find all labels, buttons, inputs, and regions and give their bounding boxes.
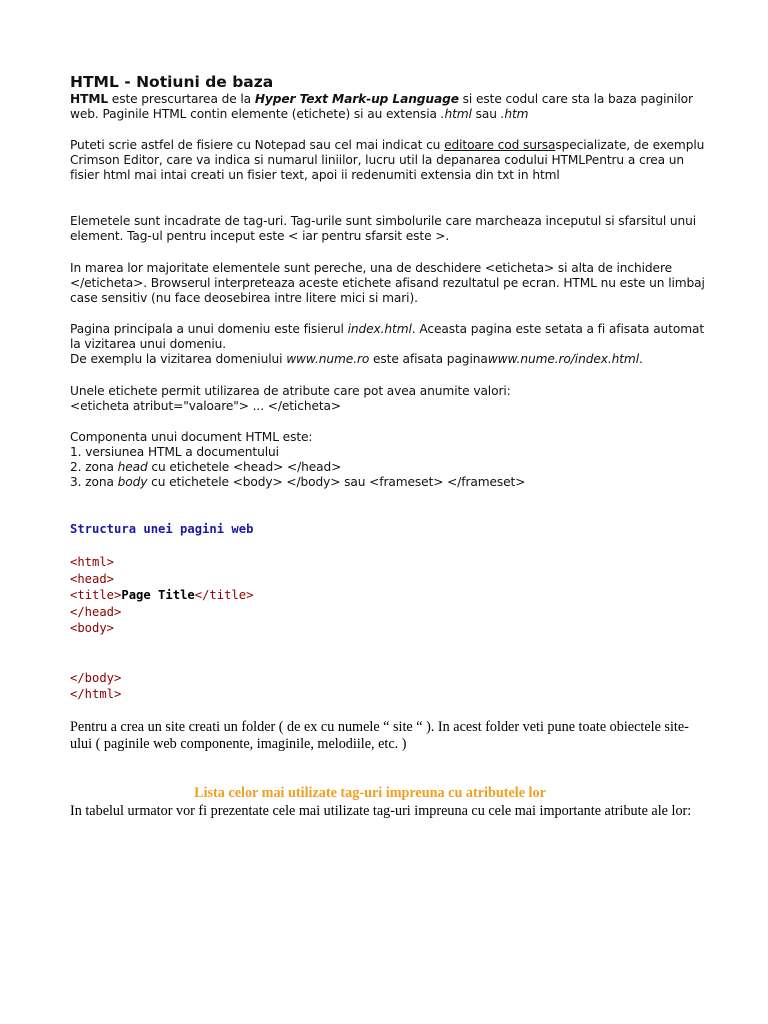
- code-title-close: </title>: [194, 588, 254, 602]
- attributes-line-1: Unele etichete permit utilizarea de atribute care pot avea anumite valori:: [70, 384, 511, 398]
- components-list: [70, 430, 710, 490]
- editors-link[interactable]: editoare cod sursa: [444, 138, 556, 152]
- intro-text-3: sau: [471, 107, 501, 121]
- components-item-2: [70, 460, 710, 475]
- elements-text: Elemetele sunt incadrate de tag-uri. Tag-urile sunt simbolurile care marcheaza inceputul si sfarsitul unui element. Tag-ul pentru inceput este < iar pentru sfarsit este >.: [70, 214, 697, 243]
- code-head-close: </head>: [70, 604, 122, 619]
- index-text-4: este afisata pagina: [369, 352, 488, 366]
- components-item-3-prefix: 3. zona: [70, 475, 118, 489]
- elements-paragraph: [70, 214, 710, 244]
- intro-ext-html: .html: [440, 107, 472, 121]
- index-domain: www.nume.ro: [286, 352, 370, 366]
- code-blank-1: [70, 637, 253, 654]
- index-text-1: Pagina principala a unui domeniu este fisierul: [70, 322, 348, 336]
- code-sample: [70, 554, 253, 703]
- table-intro-paragraph: [70, 803, 710, 820]
- code-title-text: Page Title: [121, 588, 195, 602]
- components-heading: Componenta unui document HTML este:: [70, 430, 313, 444]
- code-title-open: <title>: [70, 588, 122, 602]
- editors-text-2: specializate, de exemplu Crimson Editor, care va indica si numarul liniilor, lucru util la depanarea codului HTMLPentru a crea un fisier html mai intai creati un fisier text, apoi ii redenumiti extensia din txt in html: [70, 138, 705, 182]
- list-heading: Lista celor mai utilizate tag-uri impreuna cu atributele lor: [194, 785, 546, 801]
- pairs-text: In marea lor majoritate elementele sunt pereche, una de deschidere <eticheta> si alta de inchidere </eticheta>. Browserul interpreteaza aceste etichete afisand rezultatul pe ecran. HTML nu este un limbaj case sensitiv (nu face deosebirea intre litere mici si mari).: [70, 261, 705, 305]
- structure-heading: Structura unei pagini web: [70, 522, 254, 536]
- folder-text: Pentru a crea un site creati un folder ( de ex cu numele “ site “ ). In acest folder veti pune toate obiectele site-ului ( paginile web componente, imaginile, melodiile, etc. ): [70, 719, 689, 752]
- code-title-line: [70, 587, 253, 604]
- intro-paragraph: [70, 92, 710, 122]
- attributes-paragraph: [70, 384, 710, 414]
- attributes-line-2: <eticheta atribut="valoare"> ... </eticheta>: [70, 399, 342, 413]
- code-body-open: <body>: [70, 621, 115, 635]
- components-item-3: [70, 475, 710, 490]
- code-head-open: <head>: [70, 571, 115, 586]
- folder-paragraph: [70, 719, 710, 752]
- components-item-1: 1. versiunea HTML a documentului: [70, 445, 279, 459]
- intro-ext-htm: .htm: [500, 107, 529, 121]
- intro-text-2: si este codul care sta la baza paginilor web. Paginile HTML contin elemente (etichete) si au extensia: [70, 92, 693, 121]
- index-text-2: . Aceasta pagina este setata a fi afisata automat la vizitarea unui domeniu.: [70, 322, 705, 351]
- structure-heading-block: [70, 521, 253, 538]
- editors-text-1: Puteti scrie astfel de fisiere cu Notepad sau cel mai indicat cu: [70, 138, 445, 152]
- index-paragraph: [70, 322, 710, 367]
- code-html-close: </html>: [70, 687, 122, 701]
- intro-text-1: este prescurtarea de la: [108, 92, 255, 106]
- intro-expansion: Hyper Text Mark-up Language: [254, 92, 459, 106]
- pairs-paragraph: [70, 261, 710, 306]
- document-title: HTML - Notiuni de baza: [70, 73, 274, 91]
- index-text-3: De exemplu la vizitarea domeniului: [70, 352, 287, 366]
- index-text-5: .: [639, 352, 643, 366]
- intro-html-abbr: HTML: [70, 92, 109, 106]
- code-html-open: <html>: [70, 555, 115, 569]
- index-domain-index: www.nume.ro/index.html: [487, 352, 639, 366]
- components-item-3-zone: body: [117, 475, 148, 489]
- code-blank-2: [70, 653, 253, 670]
- components-item-2-suffix: cu etichetele <head> </head>: [147, 460, 342, 474]
- components-item-2-prefix: 2. zona: [70, 460, 118, 474]
- components-item-2-zone: head: [117, 460, 148, 474]
- index-file: index.html: [347, 322, 412, 336]
- table-intro-text: In tabelul urmator vor fi prezentate cele mai utilizate tag-uri impreuna cu cele mai importante atribute ale lor:: [70, 803, 692, 819]
- components-item-3-suffix: cu etichetele <body> </body> sau <frameset> </frameset>: [147, 475, 526, 489]
- editors-paragraph: [70, 138, 710, 183]
- code-body-close: </body>: [70, 670, 122, 685]
